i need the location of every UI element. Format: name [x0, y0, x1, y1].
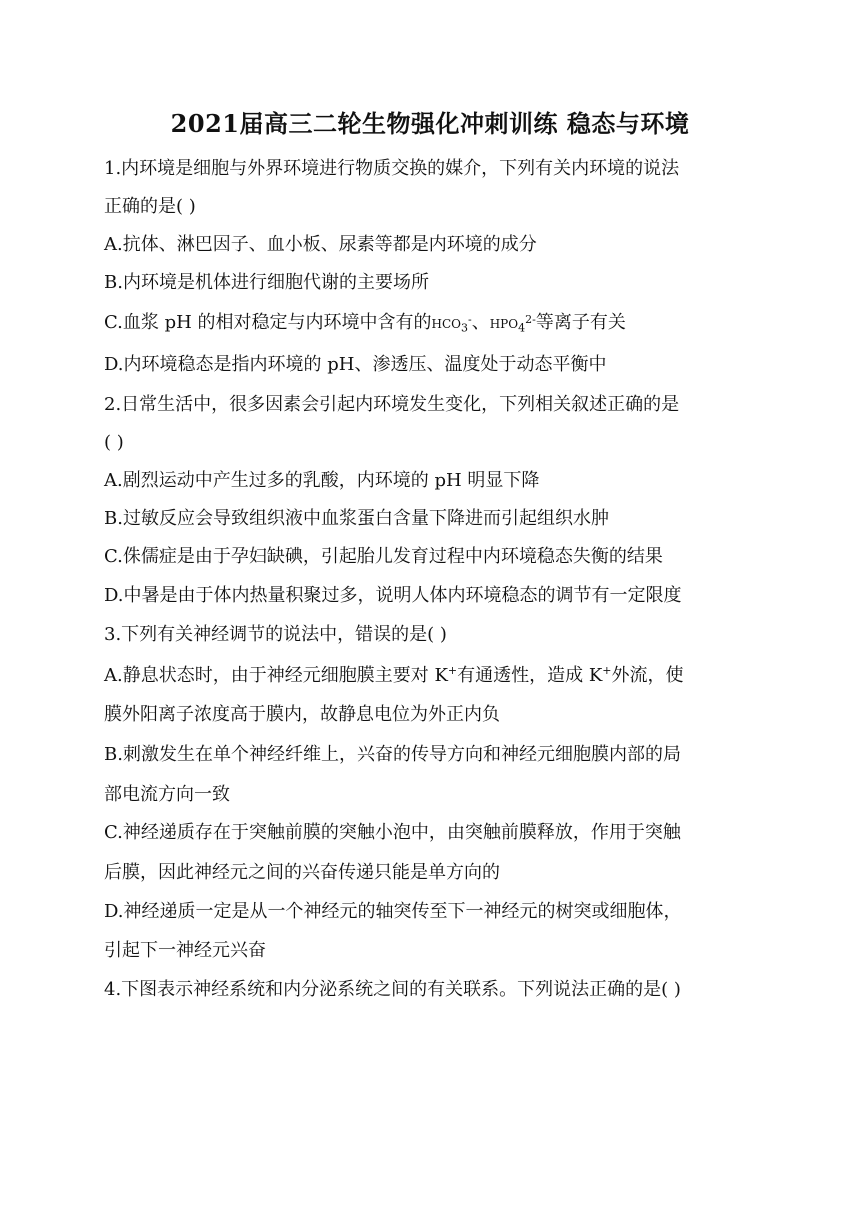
- q1-option-b: B.内环境是机体进行细胞代谢的主要场所: [104, 272, 429, 293]
- q2-option-b: B.过敏反应会导致组织液中血浆蛋白含量下降进而引起组织水肿: [104, 508, 609, 529]
- q1-option-d: D.内环境稳态是指内环境的 pH、渗透压、温度处于动态平衡中: [104, 354, 607, 375]
- document-title: 2021届高三二轮生物强化冲刺训练 稳态与环境: [170, 109, 690, 138]
- q3-option-a-line2: 膜外阳离子浓度高于膜内，故静息电位为外正内负: [104, 704, 500, 725]
- q1-stem-line1: 1.内环境是细胞与外界环境进行物质交换的媒介，下列有关内环境的说法: [104, 158, 680, 179]
- q2-option-a: A.剧烈运动中产生过多的乳酸，内环境的 pH 明显下降: [104, 470, 540, 491]
- q3-option-b-line1: B.刺激发生在单个神经纤维上，兴奋的传导方向和神经元细胞膜内部的局: [104, 744, 681, 765]
- q4-stem: 4.下图表示神经系统和内分泌系统之间的有关联系。下列说法正确的是( ): [104, 979, 681, 1000]
- hydrogen-phosphate-ion: $HPO_4^{2-}$: [489, 313, 536, 335]
- q3-option-d-line1: D.神经递质一定是从一个神经元的轴突传至下一神经元的树突或细胞体，: [104, 901, 682, 922]
- bicarbonate-ion: $HCO_3^-$: [431, 313, 472, 335]
- q3-option-c-line2: 后膜，因此神经元之间的兴奋传递只能是单方向的: [104, 862, 500, 883]
- q1-option-c: C.血浆 pH 的相对稳定与内环境中含有的$HCO_3^-$、$HPO_4^{2-}$等离子有关: [104, 312, 626, 335]
- q2-stem-line1: 2.日常生活中，很多因素会引起内环境发生变化，下列相关叙述正确的是: [104, 394, 680, 415]
- q2-option-c: C.侏儒症是由于孕妇缺碘，引起胎儿发育过程中内环境稳态失衡的结果: [104, 546, 663, 567]
- q3-option-a-line1: A.静息状态时，由于神经元细胞膜主要对 K+有通透性，造成 K+外流，使: [104, 664, 684, 686]
- q2-stem-line2: ( ): [104, 432, 124, 453]
- q3-stem: 3.下列有关神经调节的说法中，错误的是( ): [104, 624, 447, 645]
- q3-option-b-line2: 部电流方向一致: [104, 784, 230, 805]
- q1-option-a: A.抗体、淋巴因子、血小板、尿素等都是内环境的成分: [104, 234, 537, 255]
- q3-option-d-line2: 引起下一神经元兴奋: [104, 940, 266, 961]
- q1-stem-line2: 正确的是( ): [104, 196, 196, 217]
- q2-option-d: D.中暑是由于体内热量积聚过多，说明人体内环境稳态的调节有一定限度: [104, 585, 682, 606]
- q3-option-c-line1: C.神经递质存在于突触前膜的突触小泡中，由突触前膜释放，作用于突触: [104, 822, 681, 843]
- q1-option-c-text: C.血浆 pH 的相对稳定与内环境中含有的: [104, 312, 432, 333]
